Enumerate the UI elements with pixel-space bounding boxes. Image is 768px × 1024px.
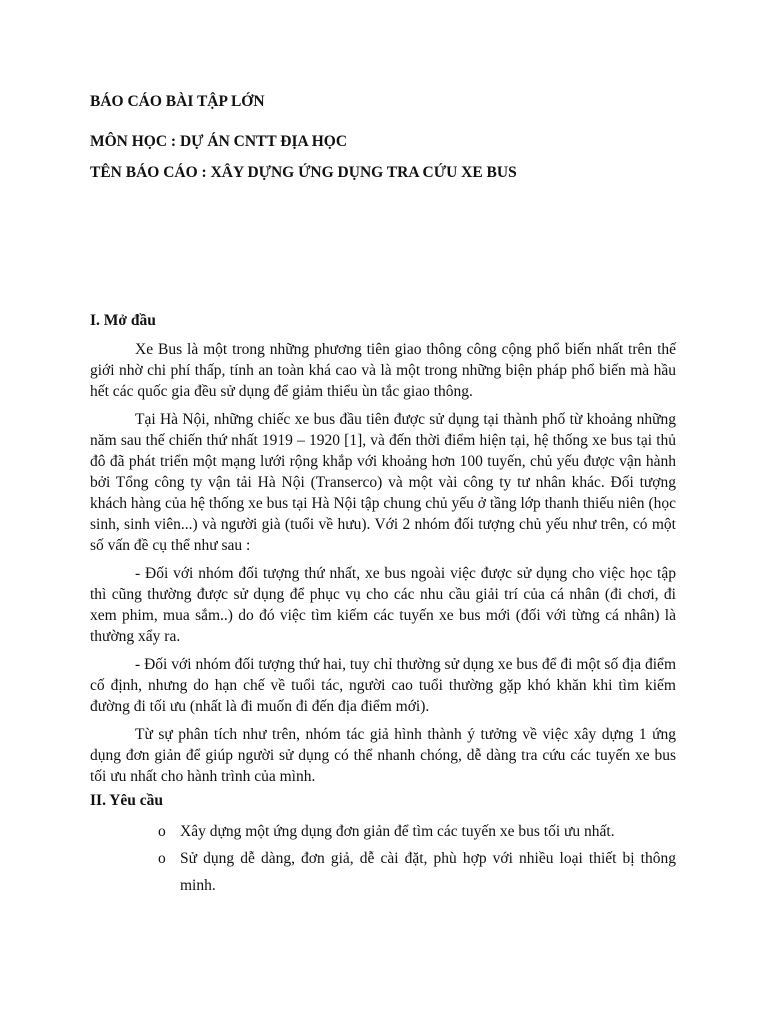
course-title: MÔN HỌC : DỰ ÁN CNTT ĐỊA HỌC	[90, 133, 348, 150]
list-item	[90, 818, 676, 845]
intro-paragraph: - Đối với nhóm đối tượng thứ nhất, xe bus ngoài việc được sử dụng cho việc học tập thì cũng thường được sử dụng để phục vụ cho các nhu cầu giải trí của cá nhân (đi chơi, đi xem phim, mua sắm..) do đó việc tìm kiếm các tuyến xe bus mới (đối với từng cá nhân) là thường xẩy ra.	[90, 565, 676, 645]
section-heading-requirements: II. Yêu cầu	[90, 792, 164, 809]
list-item-text: Sử dụng dễ dàng, đơn giả, dễ cài đặt, phù hợp với nhiều loại thiết bị thông minh.	[180, 850, 676, 894]
intro-paragraph: - Đối với nhóm đối tượng thứ hai, tuy chỉ thường sử dụng xe bus để đi một số địa điểm cố định, nhưng do hạn chế về tuổi tác, người cao tuổi thường gặp khó khăn khi tìm kiếm đường đi tối ưu (nhất là đi muốn đi đến địa điểm mới).	[90, 656, 676, 715]
document-body	[90, 91, 676, 899]
requirements-list	[90, 818, 676, 899]
bullet-marker: o	[158, 850, 166, 867]
report-name: TÊN BÁO CÁO : XÂY DỰNG ỨNG DỤNG TRA CỨU XE BUS	[90, 164, 517, 181]
intro-paragraph: Từ sự phân tích như trên, nhóm tác giả hình thành ý tưởng về việc xây dựng 1 ứng dụng đơn giản để giúp người sử dụng có thể nhanh chóng, dễ dàng tra cứu các tuyến xe bus tối ưu nhất cho hành trình của mình.	[90, 726, 676, 785]
list-item	[90, 845, 676, 899]
section-heading-introduction: I. Mở đầu	[90, 312, 156, 329]
report-title: BÁO CÁO BÀI TẬP LỚN	[90, 93, 265, 110]
intro-paragraph: Tại Hà Nội, những chiếc xe bus đầu tiên được sử dụng tại thành phố từ khoảng những năm sau thế chiến thứ nhất 1919 – 1920 [1], và đến thời điểm hiện tại, hệ thống xe bus tại thủ đô đã phát triển một mạng lưới rộng khắp với khoảng hơn 100 tuyến, chủ yếu được vận hành bởi Tổng công ty vận tải Hà Nội (Transerco) và một vài công ty tư nhân khác. Đối tượng khách hàng của hệ thống xe bus tại Hà Nội tập chung chủ yếu ở tầng lớp thanh thiếu niên (học sinh, sinh viên...) và người già (tuổi về hưu). Với 2 nhóm đối tượng chủ yếu như trên, có một số vấn đề cụ thể như sau :	[90, 411, 676, 554]
list-item-text: Xây dựng một ứng dụng đơn giản để tìm các tuyến xe bus tối ưu nhất.	[180, 823, 615, 840]
bullet-marker: o	[158, 823, 166, 840]
intro-paragraph: Xe Bus là một trong những phương tiên giao thông công cộng phổ biến nhất trên thế giới nhờ chi phí thấp, tính an toàn khá cao và là một trong những biện pháp phổ biến mà hầu hết các quốc gia đều sử dụng để giảm thiểu ùn tắc giao thông.	[90, 341, 676, 400]
